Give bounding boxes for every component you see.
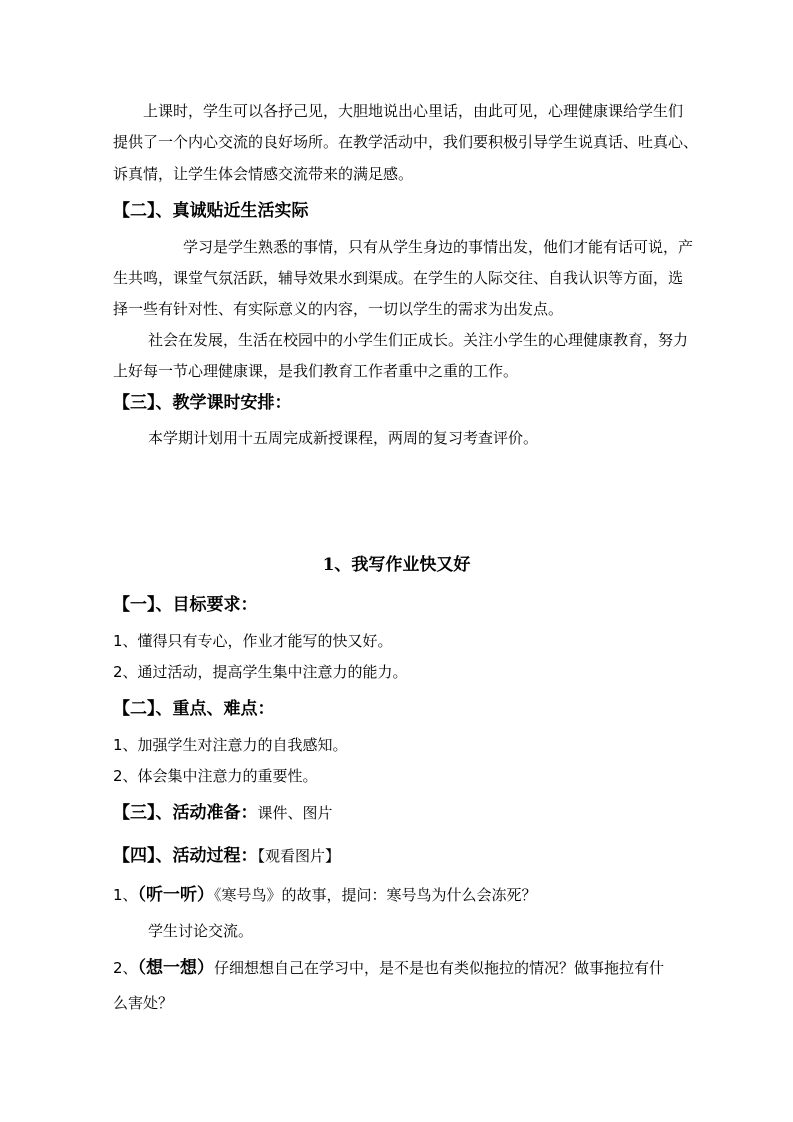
step-1-sub-line: 学生讨论交流。 [148,922,254,940]
intro-paragraph-line-1: 上课时，学生可以各抒己见，大胆地说出心里话，由此可见，心理健康课给学生们 [143,102,684,120]
key-point-item-2: 2、体会集中注意力的重要性。 [113,767,318,785]
section-2-paragraph-2-line-2: 上好每一节心理健康课，是我们教育工作者重中之重的工作。 [113,362,519,380]
goal-item-1: 1、懂得只有专心，作业才能写的快又好。 [113,632,393,650]
process-note: 【观看图片】 [257,847,341,865]
goal-heading: 【一】、目标要求： [113,595,258,615]
section-2-paragraph-1-line-3: 择一些有针对性、有实际意义的内容，一切以学生的需求为出发点。 [113,300,564,318]
intro-paragraph-line-3: 诉真情，让学生体会情感交流带来的满足感。 [113,165,414,183]
step-2-text-line-1: 仔细想想自己在学习中，是不是也有类似拖拉的情况？做事拖拉有什 [214,959,665,977]
intro-paragraph-line-2: 提供了一个内心交流的良好场所。在教学活动中，我们要积极引导学生说真话、吐真心、 [113,133,699,151]
step-2-line-2: 么害处？ [113,994,174,1012]
step-2-label: （想一想） [137,958,215,978]
section-3-paragraph: 本学期计划用十五周完成新授课程，两周的复习考查评价。 [148,429,539,447]
goal-item-2: 2、通过活动，提高学生集中注意力的能力。 [113,663,408,681]
step-2-line-1 [113,957,723,979]
section-2-paragraph-1-line-1: 学习是学生熟悉的事情，只有从学生身边的事情出发，他们才能有话可说，产 [183,238,694,256]
lesson-title: 1、我写作业快又好 [322,555,471,575]
section-2-paragraph-2-line-1: 社会在发展，生活在校园中的小学生们正成长。关注小学生的心理健康教育，努力 [148,331,689,349]
preparation-line [113,802,723,824]
key-points-heading: 【二】、重点、难点： [113,699,275,719]
process-heading: 【四】、活动过程： [113,846,258,866]
section-3-heading: 【三】、教学课时安排： [113,393,292,413]
process-line [113,845,723,867]
preparation-heading: 【三】、活动准备： [113,803,258,823]
section-2-heading: 【二】、真诚贴近生活实际 [113,201,309,221]
section-2-paragraph-1-line-2: 生共鸣，课堂气氛活跃，辅导效果水到渠成。在学生的人际交往、自我认识等方面，选 [113,269,684,287]
step-1-line [113,884,723,906]
step-1-label: （听一听） [137,885,215,905]
step-1-prefix: 1、 [113,886,138,904]
step-2-prefix: 2、 [113,959,138,977]
step-1-text: 《寒号鸟》的故事，提问：寒号鸟为什么会冻死？ [214,886,537,904]
preparation-value: 课件、图片 [257,804,333,822]
key-point-item-1: 1、加强学生对注意力的自我感知。 [113,736,348,754]
